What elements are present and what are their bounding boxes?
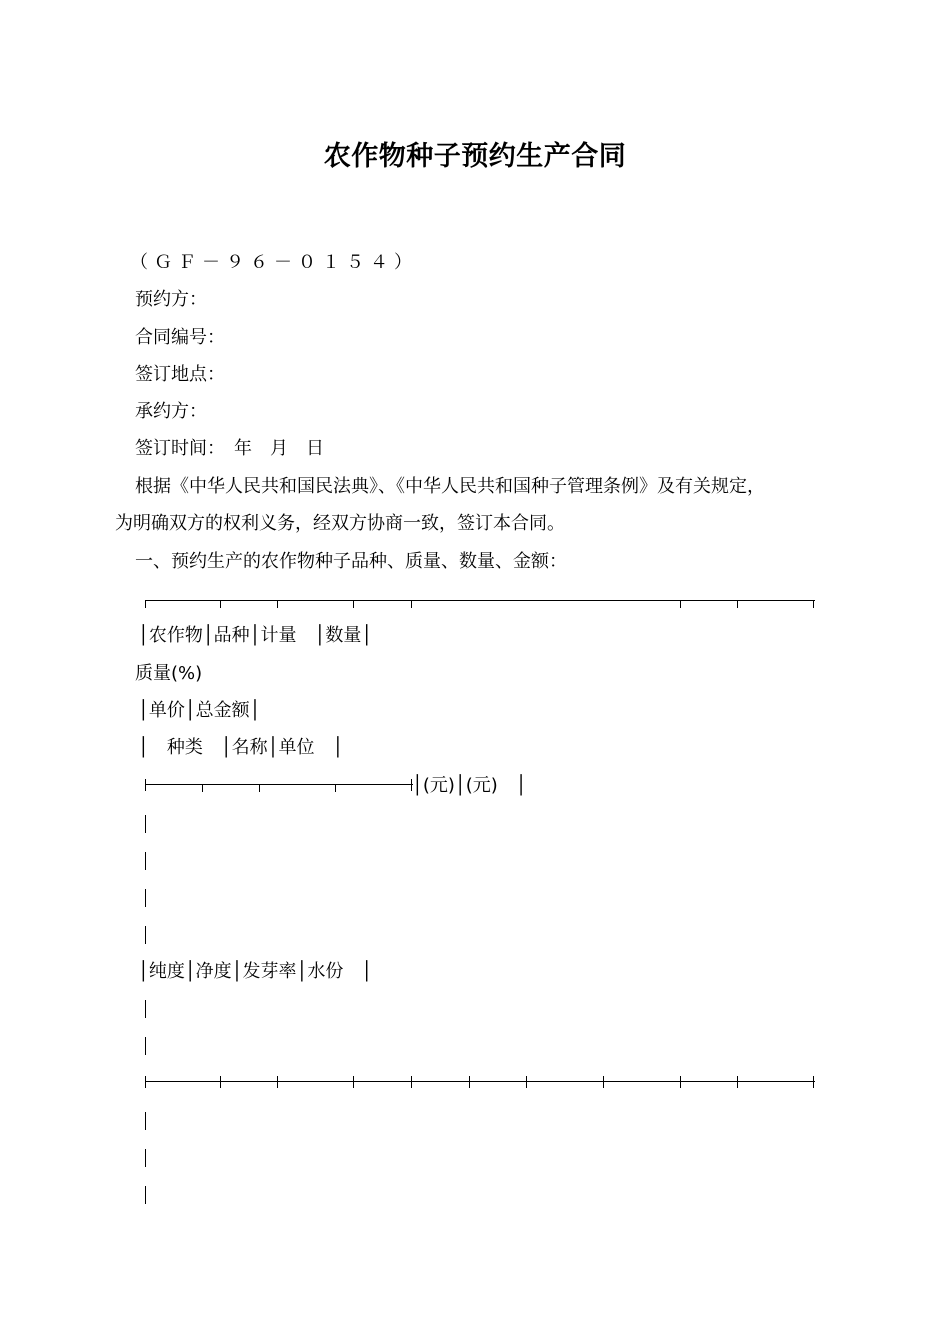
table-header-row-3: │ 种类 │名称│单位 │ (138, 737, 344, 758)
preamble-line-1: 根据《中华人民共和国民法典》、《中华人民共和国种子管理条例》及有关规定， (135, 476, 765, 497)
table-vertical-bar (145, 852, 146, 870)
table-header-row-5: │纯度│净度│发芽率│水份 │ (138, 961, 373, 982)
table-header-row-2: │单价│总金额│ (138, 700, 261, 721)
table-middle-rule (145, 779, 413, 791)
table-vertical-bar (145, 1037, 146, 1055)
table-header-row-4-right: │(元)│(元) │ (412, 775, 527, 796)
contract-number-field: 合同编号： (135, 327, 225, 348)
quality-label: 质量(%) (135, 663, 203, 684)
signing-place-field: 签订地点： (135, 364, 225, 385)
section-1-heading: 一、预约生产的农作物种子品种、质量、数量、金额： (135, 551, 567, 572)
table-vertical-bar (145, 926, 146, 944)
table-header-row-1: │农作物│品种│计量 │数量│ (138, 625, 373, 646)
table-vertical-bar (145, 815, 146, 833)
buyer-field: 预约方： (135, 289, 207, 310)
table-vertical-bar (145, 1112, 146, 1130)
table-full-rule (145, 1076, 815, 1088)
table-vertical-bar (145, 1149, 146, 1167)
standard-code: （ＧＦ－９６－０１５４） (130, 252, 418, 273)
document-title: 农作物种子预约生产合同 (323, 141, 627, 172)
table-vertical-bar (145, 1000, 146, 1018)
signing-time-field: 签订时间： 年 月 日 (135, 438, 324, 459)
preamble-line-2: 为明确双方的权利义务，经双方协商一致，签订本合同。 (115, 513, 565, 534)
table-top-rule (145, 595, 815, 607)
table-vertical-bar (145, 1186, 146, 1204)
table-vertical-bar (145, 889, 146, 907)
contractor-field: 承约方： (135, 401, 207, 422)
